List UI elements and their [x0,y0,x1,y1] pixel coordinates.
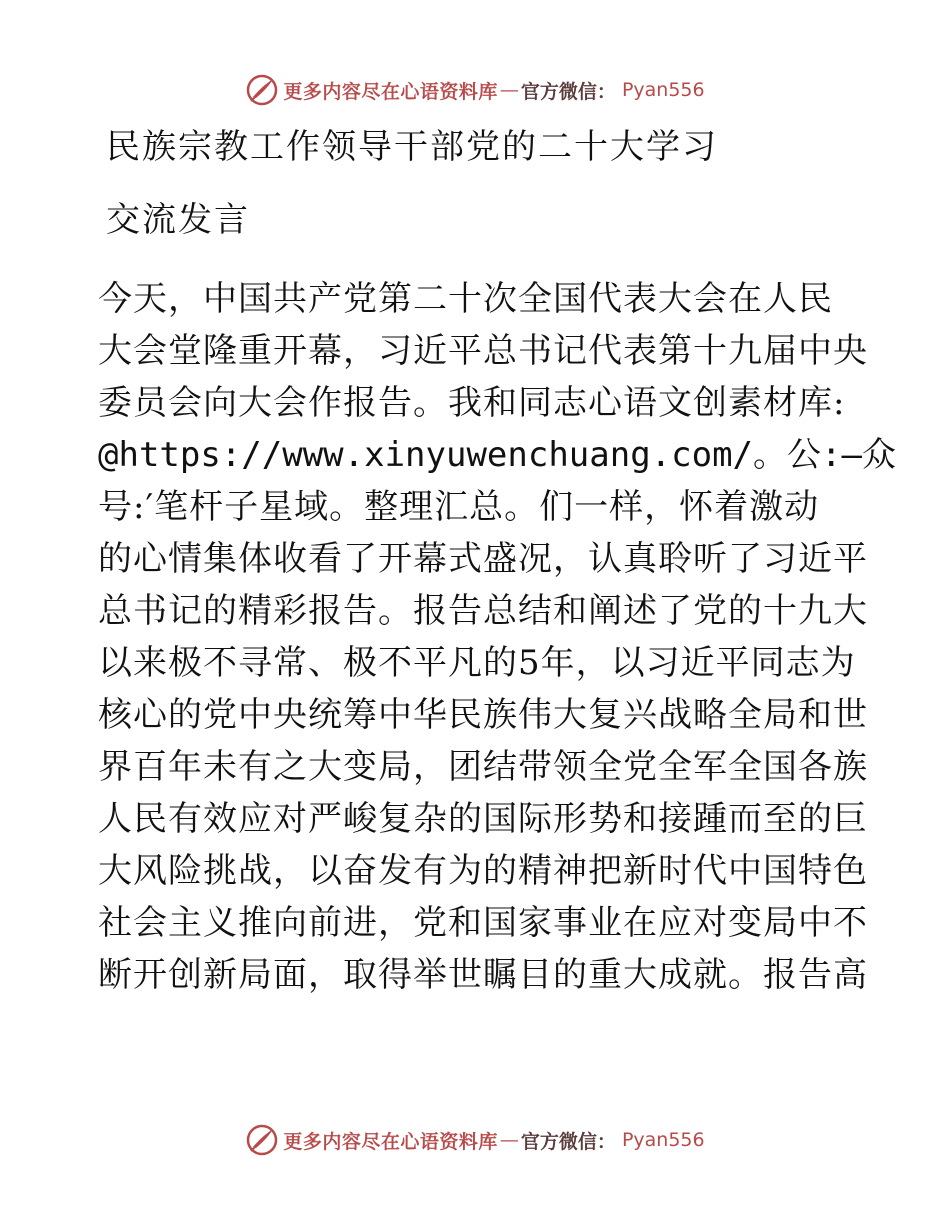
banner-dash: — [499,79,519,101]
body-line: 核心的党中央统筹中华民族伟大复兴战略全局和世 [98,695,868,735]
body-line: 号:′笔杆子星域。整理汇总。们一样，怀着激动 [98,487,820,527]
body-line: 的心情集体收看了开幕式盛况，认真聆听了习近平 [98,539,868,579]
body-line: 以来极不寻常、极不平凡的5年，以习近平同志为 [98,643,856,683]
banner-official-label: 官方微信： [520,80,616,103]
banner-official-label: 官方微信： [520,1130,616,1153]
body-line: 委员会向大会作报告。我和同志心语文创素材库: [98,383,846,423]
body-line-url: @https://www.xinyuwenchuang.com/。公:—众 [98,435,896,475]
banner-dash: — [499,1129,519,1151]
document-title-line2: 交流发言 [106,200,250,240]
body-line: 大风险挑战，以奋发有为的精神把新时代中国特色 [98,851,868,891]
body-line: 界百年未有之大变局，团结带领全党全军全国各族 [98,747,868,787]
body-line: 断开创新局面，取得举世瞩目的重大成就。报告高 [98,955,868,995]
body-line: 大会堂隆重开幕，习近平总书记代表第十九届中央 [98,331,868,371]
quill-logo-icon [245,73,279,107]
banner-wechat-id: Pyan556 [621,79,705,101]
document-title-line1: 民族宗教工作领导干部党的二十大学习 [106,127,718,167]
footer-banner [0,1120,950,1160]
quill-logo-icon [245,1123,279,1157]
body-line: 今天，中国共产党第二十次全国代表大会在人民 [98,279,833,319]
header-banner [0,70,950,110]
body-line: 总书记的精彩报告。报告总结和阐述了党的十九大 [98,591,868,631]
body-line: 人民有效应对严峻复杂的国际形势和接踵而至的巨 [98,799,868,839]
body-line: 社会主义推向前进，党和国家事业在应对变局中不 [98,903,868,943]
banner-promo-text: 更多内容尽在心语资料库 [283,80,498,103]
banner-wechat-id: Pyan556 [621,1129,705,1151]
banner-promo-text: 更多内容尽在心语资料库 [283,1130,498,1153]
document-body [98,273,896,1001]
